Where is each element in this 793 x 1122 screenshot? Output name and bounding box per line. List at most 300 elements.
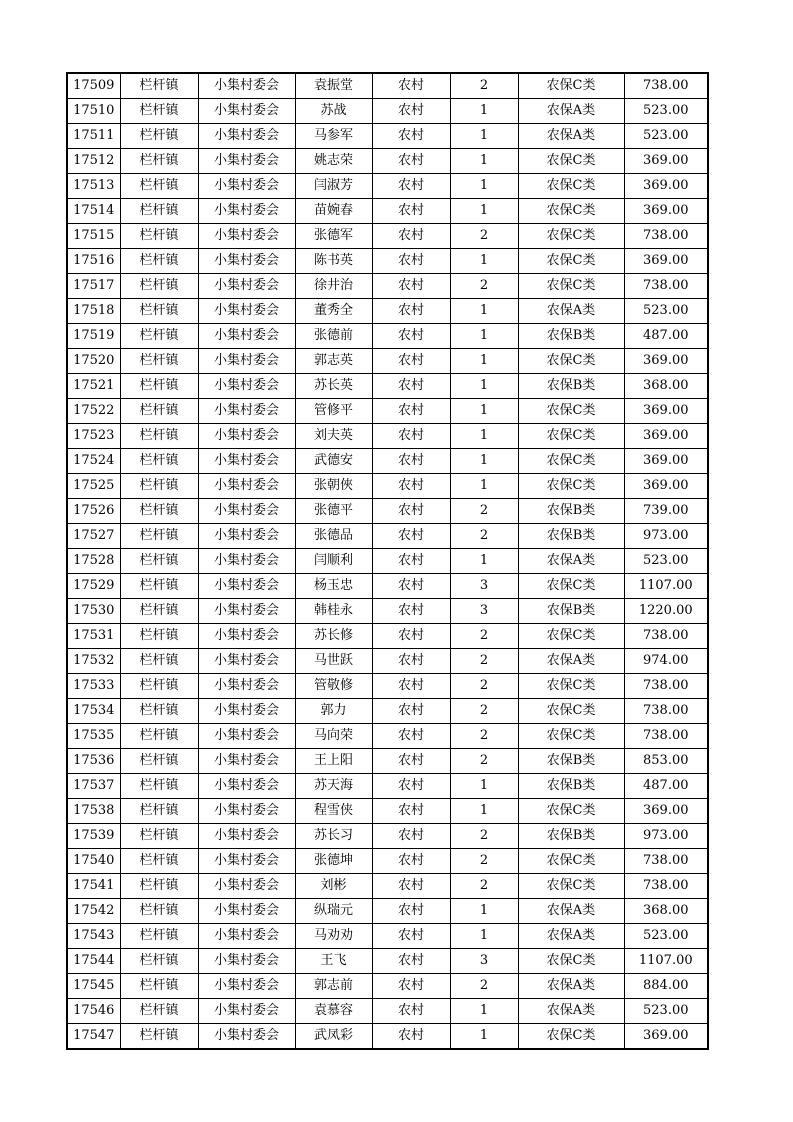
table-row (67, 149, 708, 174)
village-committee-cell: 小集村委会 (198, 424, 295, 449)
insurance-category-cell: 农保C类 (518, 474, 624, 499)
town-cell: 栏杆镇 (120, 899, 198, 924)
amount-cell: 369.00 (624, 449, 708, 474)
name-cell: 管修平 (295, 399, 372, 424)
table-row (67, 899, 708, 924)
town-cell: 栏杆镇 (120, 824, 198, 849)
household-count-cell: 2 (450, 749, 518, 774)
town-cell: 栏杆镇 (120, 499, 198, 524)
household-count-cell: 1 (450, 799, 518, 824)
insurance-category-cell: 农保B类 (518, 824, 624, 849)
village-committee-cell: 小集村委会 (198, 874, 295, 899)
table-row (67, 374, 708, 399)
amount-cell: 369.00 (624, 349, 708, 374)
record-id-cell: 17536 (67, 749, 120, 774)
household-count-cell: 1 (450, 899, 518, 924)
household-count-cell: 2 (450, 874, 518, 899)
table-row (67, 549, 708, 574)
name-cell: 张德军 (295, 224, 372, 249)
amount-cell: 369.00 (624, 474, 708, 499)
town-cell: 栏杆镇 (120, 274, 198, 299)
insurance-category-cell: 农保A类 (518, 999, 624, 1024)
household-count-cell: 1 (450, 299, 518, 324)
town-cell: 栏杆镇 (120, 424, 198, 449)
name-cell: 马向荣 (295, 724, 372, 749)
amount-cell: 1107.00 (624, 574, 708, 599)
household-count-cell: 2 (450, 849, 518, 874)
area-type-cell: 农村 (372, 649, 450, 674)
amount-cell: 738.00 (624, 849, 708, 874)
name-cell: 张德坤 (295, 849, 372, 874)
town-cell: 栏杆镇 (120, 124, 198, 149)
town-cell: 栏杆镇 (120, 99, 198, 124)
insurance-category-cell: 农保C类 (518, 799, 624, 824)
household-count-cell: 2 (450, 674, 518, 699)
area-type-cell: 农村 (372, 449, 450, 474)
area-type-cell: 农村 (372, 699, 450, 724)
record-id-cell: 17533 (67, 674, 120, 699)
table-row (67, 499, 708, 524)
village-committee-cell: 小集村委会 (198, 149, 295, 174)
table-row (67, 274, 708, 299)
table-row (67, 824, 708, 849)
insurance-category-cell: 农保A类 (518, 924, 624, 949)
town-cell: 栏杆镇 (120, 599, 198, 624)
town-cell: 栏杆镇 (120, 199, 198, 224)
table-row (67, 474, 708, 499)
village-committee-cell: 小集村委会 (198, 949, 295, 974)
record-id-cell: 17537 (67, 774, 120, 799)
amount-cell: 369.00 (624, 149, 708, 174)
area-type-cell: 农村 (372, 174, 450, 199)
household-count-cell: 3 (450, 949, 518, 974)
area-type-cell: 农村 (372, 974, 450, 999)
town-cell: 栏杆镇 (120, 73, 198, 99)
record-id-cell: 17531 (67, 624, 120, 649)
area-type-cell: 农村 (372, 274, 450, 299)
record-id-cell: 17546 (67, 999, 120, 1024)
record-id-cell: 17511 (67, 124, 120, 149)
amount-cell: 853.00 (624, 749, 708, 774)
record-id-cell: 17541 (67, 874, 120, 899)
area-type-cell: 农村 (372, 599, 450, 624)
name-cell: 纵瑞元 (295, 899, 372, 924)
name-cell: 张德前 (295, 324, 372, 349)
area-type-cell: 农村 (372, 624, 450, 649)
insurance-category-cell: 农保C类 (518, 424, 624, 449)
village-committee-cell: 小集村委会 (198, 924, 295, 949)
record-id-cell: 17545 (67, 974, 120, 999)
name-cell: 程雪侠 (295, 799, 372, 824)
household-count-cell: 1 (450, 349, 518, 374)
area-type-cell: 农村 (372, 349, 450, 374)
name-cell: 苏天海 (295, 774, 372, 799)
town-cell: 栏杆镇 (120, 324, 198, 349)
record-id-cell: 17543 (67, 924, 120, 949)
name-cell: 武凤彩 (295, 1024, 372, 1050)
amount-cell: 738.00 (624, 724, 708, 749)
area-type-cell: 农村 (372, 949, 450, 974)
town-cell: 栏杆镇 (120, 449, 198, 474)
insurance-category-cell: 农保C类 (518, 199, 624, 224)
insurance-category-cell: 农保C类 (518, 1024, 624, 1050)
village-committee-cell: 小集村委会 (198, 549, 295, 574)
table-row (67, 624, 708, 649)
area-type-cell: 农村 (372, 474, 450, 499)
household-count-cell: 1 (450, 1024, 518, 1050)
town-cell: 栏杆镇 (120, 674, 198, 699)
town-cell: 栏杆镇 (120, 574, 198, 599)
name-cell: 袁慕容 (295, 999, 372, 1024)
table-row (67, 449, 708, 474)
name-cell: 闫顺利 (295, 549, 372, 574)
name-cell: 苗婉春 (295, 199, 372, 224)
name-cell: 苏长修 (295, 624, 372, 649)
household-count-cell: 1 (450, 474, 518, 499)
household-count-cell: 1 (450, 249, 518, 274)
amount-cell: 523.00 (624, 299, 708, 324)
record-id-cell: 17540 (67, 849, 120, 874)
village-committee-cell: 小集村委会 (198, 374, 295, 399)
name-cell: 郭志前 (295, 974, 372, 999)
table-row (67, 649, 708, 674)
insurance-category-cell: 农保C类 (518, 949, 624, 974)
name-cell: 王上阳 (295, 749, 372, 774)
record-id-cell: 17516 (67, 249, 120, 274)
record-id-cell: 17547 (67, 1024, 120, 1050)
insurance-category-cell: 农保C类 (518, 224, 624, 249)
insurance-category-cell: 农保C类 (518, 449, 624, 474)
area-type-cell: 农村 (372, 399, 450, 424)
table-row (67, 949, 708, 974)
insurance-category-cell: 农保B类 (518, 599, 624, 624)
village-committee-cell: 小集村委会 (198, 624, 295, 649)
town-cell: 栏杆镇 (120, 624, 198, 649)
area-type-cell: 农村 (372, 324, 450, 349)
area-type-cell: 农村 (372, 899, 450, 924)
amount-cell: 369.00 (624, 424, 708, 449)
insurance-category-cell: 农保C类 (518, 274, 624, 299)
amount-cell: 973.00 (624, 524, 708, 549)
area-type-cell: 农村 (372, 524, 450, 549)
insurance-category-cell: 农保B类 (518, 774, 624, 799)
amount-cell: 487.00 (624, 774, 708, 799)
amount-cell: 368.00 (624, 899, 708, 924)
table-row (67, 924, 708, 949)
record-id-cell: 17535 (67, 724, 120, 749)
insurance-category-cell: 农保B类 (518, 324, 624, 349)
record-id-cell: 17527 (67, 524, 120, 549)
record-id-cell: 17525 (67, 474, 120, 499)
record-id-cell: 17532 (67, 649, 120, 674)
amount-cell: 738.00 (624, 274, 708, 299)
table-row (67, 774, 708, 799)
town-cell: 栏杆镇 (120, 224, 198, 249)
household-count-cell: 1 (450, 449, 518, 474)
table-row (67, 1024, 708, 1050)
table-row (67, 199, 708, 224)
town-cell: 栏杆镇 (120, 924, 198, 949)
area-type-cell: 农村 (372, 849, 450, 874)
town-cell: 栏杆镇 (120, 549, 198, 574)
name-cell: 张德平 (295, 499, 372, 524)
name-cell: 张朝俠 (295, 474, 372, 499)
record-id-cell: 17518 (67, 299, 120, 324)
town-cell: 栏杆镇 (120, 524, 198, 549)
household-count-cell: 2 (450, 724, 518, 749)
amount-cell: 738.00 (624, 874, 708, 899)
area-type-cell: 农村 (372, 249, 450, 274)
village-committee-cell: 小集村委会 (198, 799, 295, 824)
village-committee-cell: 小集村委会 (198, 474, 295, 499)
household-count-cell: 2 (450, 224, 518, 249)
table-row (67, 224, 708, 249)
amount-cell: 369.00 (624, 1024, 708, 1050)
area-type-cell: 农村 (372, 124, 450, 149)
town-cell: 栏杆镇 (120, 174, 198, 199)
area-type-cell: 农村 (372, 73, 450, 99)
area-type-cell: 农村 (372, 799, 450, 824)
table-row (67, 749, 708, 774)
insurance-category-cell: 农保C类 (518, 574, 624, 599)
household-count-cell: 1 (450, 174, 518, 199)
village-committee-cell: 小集村委会 (198, 574, 295, 599)
amount-cell: 738.00 (624, 699, 708, 724)
area-type-cell: 农村 (372, 774, 450, 799)
area-type-cell: 农村 (372, 999, 450, 1024)
town-cell: 栏杆镇 (120, 724, 198, 749)
record-id-cell: 17526 (67, 499, 120, 524)
name-cell: 武德安 (295, 449, 372, 474)
insurance-category-cell: 农保C类 (518, 349, 624, 374)
area-type-cell: 农村 (372, 724, 450, 749)
village-committee-cell: 小集村委会 (198, 199, 295, 224)
name-cell: 刘夫英 (295, 424, 372, 449)
name-cell: 杨玉忠 (295, 574, 372, 599)
village-committee-cell: 小集村委会 (198, 499, 295, 524)
village-committee-cell: 小集村委会 (198, 349, 295, 374)
town-cell: 栏杆镇 (120, 249, 198, 274)
town-cell: 栏杆镇 (120, 799, 198, 824)
village-committee-cell: 小集村委会 (198, 124, 295, 149)
table-row (67, 849, 708, 874)
record-id-cell: 17510 (67, 99, 120, 124)
name-cell: 苏长英 (295, 374, 372, 399)
village-committee-cell: 小集村委会 (198, 299, 295, 324)
town-cell: 栏杆镇 (120, 774, 198, 799)
village-committee-cell: 小集村委会 (198, 1024, 295, 1050)
area-type-cell: 农村 (372, 424, 450, 449)
village-committee-cell: 小集村委会 (198, 324, 295, 349)
table-row (67, 174, 708, 199)
amount-cell: 523.00 (624, 99, 708, 124)
insurance-category-cell: 农保B类 (518, 749, 624, 774)
record-id-cell: 17530 (67, 599, 120, 624)
household-count-cell: 1 (450, 424, 518, 449)
name-cell: 苏长习 (295, 824, 372, 849)
village-committee-cell: 小集村委会 (198, 724, 295, 749)
record-id-cell: 17517 (67, 274, 120, 299)
town-cell: 栏杆镇 (120, 849, 198, 874)
village-committee-cell: 小集村委会 (198, 274, 295, 299)
village-committee-cell: 小集村委会 (198, 399, 295, 424)
name-cell: 郭志英 (295, 349, 372, 374)
insurance-category-cell: 农保C类 (518, 174, 624, 199)
table-row (67, 574, 708, 599)
town-cell: 栏杆镇 (120, 649, 198, 674)
name-cell: 袁振堂 (295, 73, 372, 99)
amount-cell: 1107.00 (624, 949, 708, 974)
area-type-cell: 农村 (372, 824, 450, 849)
amount-cell: 738.00 (624, 624, 708, 649)
town-cell: 栏杆镇 (120, 874, 198, 899)
name-cell: 苏战 (295, 99, 372, 124)
town-cell: 栏杆镇 (120, 949, 198, 974)
village-committee-cell: 小集村委会 (198, 174, 295, 199)
household-count-cell: 2 (450, 974, 518, 999)
amount-cell: 973.00 (624, 824, 708, 849)
town-cell: 栏杆镇 (120, 749, 198, 774)
area-type-cell: 农村 (372, 874, 450, 899)
village-committee-cell: 小集村委会 (198, 674, 295, 699)
name-cell: 董秀全 (295, 299, 372, 324)
village-committee-cell: 小集村委会 (198, 974, 295, 999)
table-row (67, 324, 708, 349)
insurance-category-cell: 农保A类 (518, 124, 624, 149)
table-row (67, 799, 708, 824)
amount-cell: 369.00 (624, 199, 708, 224)
table-row (67, 349, 708, 374)
insurance-category-cell: 农保B类 (518, 524, 624, 549)
table-row (67, 974, 708, 999)
records-table-body (67, 73, 708, 1049)
name-cell: 王飞 (295, 949, 372, 974)
area-type-cell: 农村 (372, 924, 450, 949)
insurance-category-cell: 农保C类 (518, 624, 624, 649)
household-count-cell: 1 (450, 549, 518, 574)
insurance-category-cell: 农保C类 (518, 674, 624, 699)
village-committee-cell: 小集村委会 (198, 249, 295, 274)
name-cell: 陈书英 (295, 249, 372, 274)
insurance-category-cell: 农保C类 (518, 399, 624, 424)
area-type-cell: 农村 (372, 749, 450, 774)
name-cell: 马参军 (295, 124, 372, 149)
insurance-category-cell: 农保C类 (518, 874, 624, 899)
insurance-category-cell: 农保A类 (518, 299, 624, 324)
name-cell: 马世跃 (295, 649, 372, 674)
table-row (67, 399, 708, 424)
household-count-cell: 1 (450, 774, 518, 799)
insurance-category-cell: 农保A类 (518, 99, 624, 124)
amount-cell: 884.00 (624, 974, 708, 999)
area-type-cell: 农村 (372, 674, 450, 699)
insurance-category-cell: 农保C类 (518, 849, 624, 874)
village-committee-cell: 小集村委会 (198, 224, 295, 249)
town-cell: 栏杆镇 (120, 1024, 198, 1050)
area-type-cell: 农村 (372, 574, 450, 599)
table-row (67, 699, 708, 724)
table-row (67, 874, 708, 899)
record-id-cell: 17520 (67, 349, 120, 374)
record-id-cell: 17544 (67, 949, 120, 974)
table-row (67, 73, 708, 99)
record-id-cell: 17528 (67, 549, 120, 574)
table-row (67, 524, 708, 549)
town-cell: 栏杆镇 (120, 299, 198, 324)
town-cell: 栏杆镇 (120, 399, 198, 424)
village-committee-cell: 小集村委会 (198, 649, 295, 674)
area-type-cell: 农村 (372, 99, 450, 124)
amount-cell: 369.00 (624, 799, 708, 824)
amount-cell: 369.00 (624, 174, 708, 199)
village-committee-cell: 小集村委会 (198, 449, 295, 474)
village-committee-cell: 小集村委会 (198, 749, 295, 774)
amount-cell: 523.00 (624, 999, 708, 1024)
household-count-cell: 1 (450, 99, 518, 124)
village-committee-cell: 小集村委会 (198, 999, 295, 1024)
household-count-cell: 2 (450, 624, 518, 649)
town-cell: 栏杆镇 (120, 349, 198, 374)
town-cell: 栏杆镇 (120, 474, 198, 499)
record-id-cell: 17538 (67, 799, 120, 824)
insurance-category-cell: 农保C类 (518, 724, 624, 749)
records-table (66, 72, 709, 1050)
area-type-cell: 农村 (372, 374, 450, 399)
amount-cell: 738.00 (624, 73, 708, 99)
household-count-cell: 2 (450, 699, 518, 724)
household-count-cell: 1 (450, 324, 518, 349)
insurance-category-cell: 农保C类 (518, 699, 624, 724)
amount-cell: 738.00 (624, 674, 708, 699)
amount-cell: 1220.00 (624, 599, 708, 624)
amount-cell: 487.00 (624, 324, 708, 349)
area-type-cell: 农村 (372, 199, 450, 224)
amount-cell: 369.00 (624, 399, 708, 424)
insurance-category-cell: 农保A类 (518, 974, 624, 999)
record-id-cell: 17512 (67, 149, 120, 174)
town-cell: 栏杆镇 (120, 374, 198, 399)
household-count-cell: 1 (450, 999, 518, 1024)
household-count-cell: 2 (450, 499, 518, 524)
table-row (67, 249, 708, 274)
insurance-category-cell: 农保A类 (518, 549, 624, 574)
amount-cell: 523.00 (624, 549, 708, 574)
record-id-cell: 17542 (67, 899, 120, 924)
amount-cell: 523.00 (624, 924, 708, 949)
record-id-cell: 17522 (67, 399, 120, 424)
village-committee-cell: 小集村委会 (198, 899, 295, 924)
village-committee-cell: 小集村委会 (198, 599, 295, 624)
name-cell: 徐井治 (295, 274, 372, 299)
insurance-category-cell: 农保B类 (518, 374, 624, 399)
village-committee-cell: 小集村委会 (198, 849, 295, 874)
table-row (67, 99, 708, 124)
amount-cell: 368.00 (624, 374, 708, 399)
insurance-category-cell: 农保B类 (518, 499, 624, 524)
village-committee-cell: 小集村委会 (198, 524, 295, 549)
area-type-cell: 农村 (372, 299, 450, 324)
household-count-cell: 2 (450, 824, 518, 849)
record-id-cell: 17529 (67, 574, 120, 599)
table-row (67, 124, 708, 149)
household-count-cell: 1 (450, 199, 518, 224)
town-cell: 栏杆镇 (120, 149, 198, 174)
table-row (67, 299, 708, 324)
amount-cell: 739.00 (624, 499, 708, 524)
insurance-category-cell: 农保C类 (518, 149, 624, 174)
area-type-cell: 农村 (372, 1024, 450, 1050)
household-count-cell: 2 (450, 524, 518, 549)
